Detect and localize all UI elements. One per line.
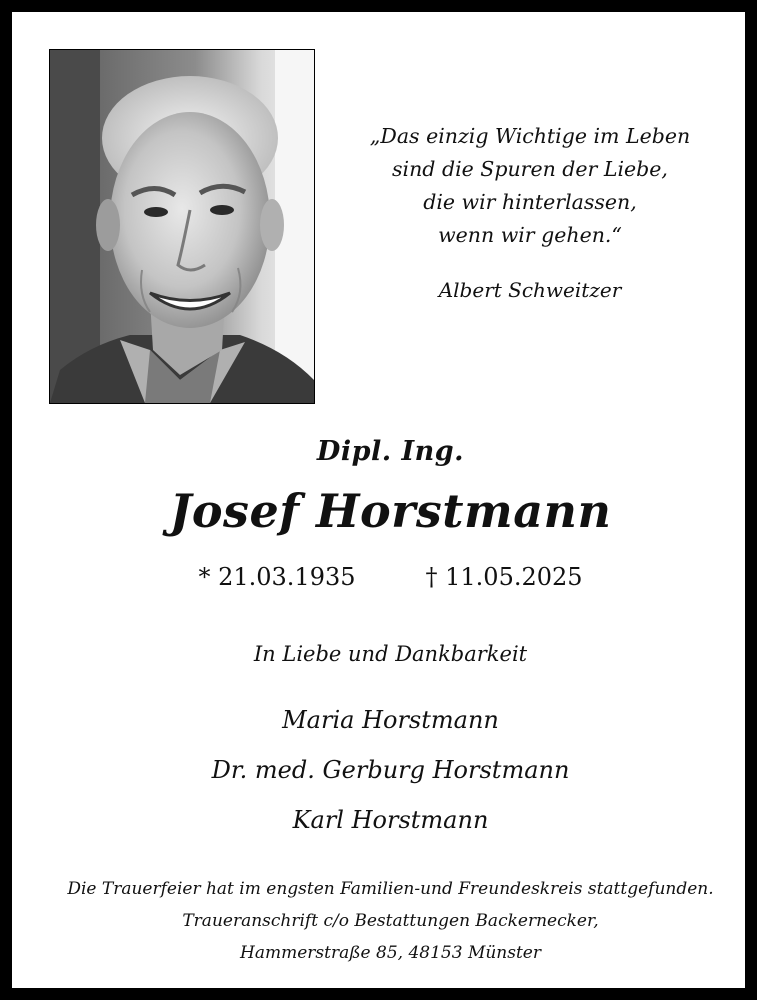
- mourners-list: [12, 695, 757, 845]
- quote-line: „Das einzig Wichtige im Leben: [369, 124, 691, 148]
- deceased-title: Dipl. Ing.: [316, 436, 465, 467]
- footer: [12, 873, 757, 969]
- portrait-photo: [49, 49, 315, 404]
- address-line: Hammerstraße 85, 48153 Münster: [240, 943, 541, 963]
- life-dates: [12, 563, 757, 591]
- mourning-intro: In Liebe und Dankbarkeit: [253, 642, 528, 666]
- birth-date: * 21.03.1935: [198, 563, 356, 591]
- quote-line: wenn wir gehen.“: [438, 223, 622, 247]
- quote-line: die wir hinterlassen,: [423, 190, 637, 214]
- deceased-name: Josef Horstmann: [169, 484, 612, 538]
- portrait-image: [50, 50, 314, 403]
- mourner-name: Dr. med. Gerburg Horstmann: [211, 756, 570, 784]
- quote-author: Albert Schweitzer: [438, 278, 622, 302]
- mourner-name: Karl Horstmann: [292, 806, 489, 834]
- ceremony-note: Die Trauerfeier hat im engsten Familien-und Freundeskreis stattgefunden.: [67, 879, 714, 899]
- quote: [330, 120, 730, 252]
- mourner-name: Maria Horstmann: [282, 706, 499, 734]
- quote-line: sind die Spuren der Liebe,: [392, 157, 668, 181]
- death-date: † 11.05.2025: [425, 563, 583, 591]
- address-line: Traueranschrift c/o Bestattungen Backernecker,: [182, 911, 599, 931]
